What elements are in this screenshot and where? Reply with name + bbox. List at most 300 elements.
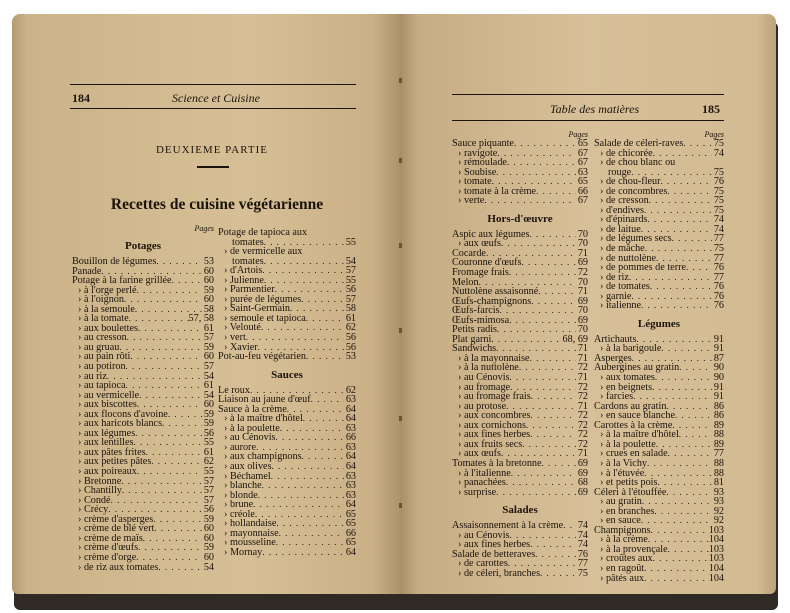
entry-page: 74 (577, 520, 588, 532)
entry-page: 63 (345, 470, 356, 482)
entry-title: › au cresson (78, 333, 127, 343)
dot-leader (530, 230, 576, 240)
entry-page: 70 (577, 276, 588, 288)
entry-title: › au protose (458, 402, 506, 412)
section-heading: Salades (502, 504, 538, 517)
entry-page: 64 (345, 451, 356, 463)
dot-leader (158, 563, 202, 573)
entry-page: 60 (203, 294, 214, 306)
entry-page: 69 (577, 486, 588, 498)
entry-title: › à la provençale (600, 545, 668, 555)
section-heading: Potages (124, 240, 162, 252)
entry-page: 54 (203, 389, 214, 401)
entry-title: › Condé (78, 496, 111, 506)
entry-page: 69 (577, 314, 588, 326)
entry-page: 89 (713, 438, 724, 450)
section-heading: Sauces (271, 368, 303, 381)
entry-page: 57 (203, 361, 214, 373)
entry-page: 75 (713, 243, 724, 255)
dot-leader (530, 354, 576, 364)
entry-title: Plat garni (452, 333, 492, 345)
entry-title: Céleri à l'étouffée (594, 486, 667, 498)
binding-stitch (399, 78, 402, 83)
dot-leader (647, 459, 712, 469)
entry-title: › au gruau (78, 343, 119, 353)
entry-page: 76 (713, 176, 724, 188)
entry-title: › aux petites pâtes (78, 457, 151, 467)
entry-title: › Saint-Germain (224, 304, 290, 314)
entry-title: › aux lentilles (78, 438, 133, 448)
entry-title: › aux cornichons (458, 421, 526, 431)
entry-title: › de vermicelle aux (224, 247, 302, 257)
toc-entry (72, 563, 214, 573)
dot-leader (162, 419, 202, 429)
entry-title: Asperges (594, 352, 632, 364)
entry-page: 91 (713, 343, 724, 355)
dot-leader (530, 430, 576, 440)
entry-title: › à la maître d'hôtel (600, 430, 679, 440)
dot-leader (302, 452, 344, 462)
dot-leader (522, 440, 576, 450)
dot-leader (650, 282, 712, 292)
entry-title: Potage de tapioca aux (218, 227, 308, 238)
entry-page: 61 (203, 446, 214, 458)
entry-page: 65 (577, 176, 588, 188)
entry-title: › aux légumes (78, 429, 135, 439)
entry-page: 75 (713, 204, 724, 216)
dot-leader (264, 276, 344, 286)
entry-title: › crème de blé vert (78, 524, 154, 534)
entry-page: 69 (577, 295, 588, 307)
dot-leader (644, 574, 709, 584)
entry-title: › au Cénovis (224, 433, 276, 443)
entry-title: › au fromage frais (458, 392, 531, 402)
entry-title: › blanche (224, 481, 262, 491)
binding-stitch (399, 243, 402, 248)
dot-leader (496, 168, 576, 178)
dot-leader (563, 521, 576, 531)
entry-title: Œufs-champignons (452, 295, 532, 307)
dot-leader (137, 467, 202, 477)
toc-entry (452, 569, 588, 579)
entry-page: 57 (203, 485, 214, 497)
entry-page: 77 (713, 448, 724, 460)
open-book (6, 8, 784, 608)
entry-page: 63 (345, 394, 356, 406)
dot-leader (531, 297, 576, 307)
entry-title: › Bretonne (78, 477, 121, 487)
entry-title: tomates (232, 255, 264, 267)
toc-entry (594, 574, 724, 584)
entry-page: 103 (708, 543, 724, 555)
entry-page: 55 (345, 236, 356, 248)
entry-title: › aux tomates (600, 373, 655, 383)
entry-page: 56 (345, 341, 356, 353)
entry-page: 77 (713, 271, 724, 283)
dot-leader (644, 206, 712, 216)
entry-title: Nuttolène assaisonné (452, 286, 539, 298)
main-title: Recettes de cuisine végétarienne (110, 196, 324, 213)
entry-title: Carottes à la crème (594, 419, 673, 431)
entry-title: Potage à la farine grillée (72, 275, 172, 287)
left-column-2 (218, 228, 356, 558)
entry-title: › Chantilly (78, 486, 122, 496)
dot-leader (262, 266, 344, 276)
toc-entry (594, 301, 724, 311)
entry-title: › à la poulette (224, 424, 280, 434)
entry-title: › de cresson (600, 196, 649, 206)
entry-page: 104 (708, 562, 724, 574)
entry-page: 59 (203, 408, 214, 420)
dot-leader (246, 333, 344, 343)
entry-page: 75 (713, 166, 724, 178)
dot-leader (542, 459, 576, 469)
dot-leader (509, 268, 576, 278)
entry-page: 72 (577, 419, 588, 431)
entry-title: › d'Artois (224, 266, 262, 276)
entry-page: 57 (345, 265, 356, 277)
entry-title: › de carottes (458, 559, 508, 569)
entry-title: › aux œufs (458, 449, 501, 459)
dot-leader (506, 478, 576, 488)
dot-leader (510, 373, 576, 383)
entry-title: › de pommes de terre (600, 263, 686, 273)
entry-title: › en ragoût (600, 564, 644, 574)
entry-title: › à la barigoule (600, 344, 661, 354)
entry-page: 92 (713, 515, 724, 527)
entry-title: › brune (224, 500, 253, 510)
right-header-rule-top (452, 94, 724, 95)
entry-page: 68 (577, 477, 588, 489)
dot-leader (526, 421, 576, 431)
entry-title: › crème d'orge (78, 553, 136, 563)
dot-leader (540, 569, 576, 579)
entry-page: 75 (713, 185, 724, 197)
dot-leader (172, 276, 202, 286)
entry-title: › aux fruits secs (458, 440, 522, 450)
pages-label: Pages (704, 130, 724, 139)
entry-page: 57 (345, 293, 356, 305)
entry-title: › garnie (600, 292, 631, 302)
entry-title: › aurore (224, 443, 256, 453)
part-divider (197, 166, 229, 168)
entry-page: 63 (577, 166, 588, 178)
entry-title: › et petits pois (600, 478, 657, 488)
dot-leader (491, 335, 562, 345)
entry-page: 59 (203, 341, 214, 353)
entry-title: › aux champignons (224, 452, 302, 462)
dot-leader (156, 257, 202, 267)
entry-page: 72 (577, 267, 588, 279)
entry-page: 77 (713, 252, 724, 264)
entry-page: 59 (203, 542, 214, 554)
entry-title: › panachées (458, 478, 506, 488)
entry-page: 104 (708, 572, 724, 584)
entry-page: 88 (713, 457, 724, 469)
entry-page: 57 (203, 494, 214, 506)
dot-leader (264, 257, 344, 267)
dot-leader (272, 462, 344, 472)
entry-title: tomates (232, 236, 264, 248)
entry-page: 76 (713, 290, 724, 302)
dot-leader (654, 507, 712, 517)
entry-page: 103 (708, 553, 724, 565)
dot-leader (500, 306, 576, 316)
entry-title: › à la maître d'hôtel (224, 414, 303, 424)
entry-title: › à la mayonnaise (458, 354, 530, 364)
left-header-rule-bottom (70, 108, 356, 109)
entry-page: 63 (345, 489, 356, 501)
entry-page: 71 (577, 352, 588, 364)
entry-title: › vert (224, 333, 246, 343)
entry-title: › aux fines herbes (458, 430, 530, 440)
entry-page: 63 (345, 480, 356, 492)
entry-title: › crème de maïs (78, 534, 143, 544)
entry-title: › au riz (78, 372, 107, 382)
entry-page: 86 (713, 400, 724, 412)
dot-leader (303, 414, 344, 424)
entry-title: › d'épinards (600, 215, 647, 225)
dot-leader (301, 295, 344, 305)
entry-title: › rémoulade (458, 158, 507, 168)
dot-leader (122, 486, 202, 496)
entry-title: Tomates à la bretonne (452, 457, 542, 469)
dot-leader (521, 258, 576, 268)
entry-page: 61 (203, 322, 214, 334)
section-heading: Hors-d'œuvre (487, 212, 553, 225)
entry-page: 55 (345, 274, 356, 286)
entry-page: 66 (345, 432, 356, 444)
entry-page: 64 (345, 413, 356, 425)
toc-entry (218, 352, 356, 362)
entry-title: › aux flocons d'avoine (78, 410, 168, 420)
dot-leader (686, 263, 712, 273)
dot-leader (280, 424, 344, 434)
entry-page: 63 (345, 422, 356, 434)
dot-leader (121, 477, 202, 487)
entry-page: 103 (708, 524, 724, 536)
right-column-1 (452, 130, 588, 578)
entry-page: 70 (577, 324, 588, 336)
entry-title: Bouillon de légumes (72, 256, 157, 267)
entry-title: Œufs-farcis (452, 305, 500, 317)
entry-title: › de nuttolène (600, 254, 656, 264)
entry-title: › à l'orge perlé (78, 286, 137, 296)
entry-page: 57 (203, 332, 214, 344)
entry-page: 62 (345, 384, 356, 396)
entry-title: Cardons au gratin (594, 400, 667, 412)
entry-page: 87 (713, 352, 724, 364)
entry-page: 76 (713, 300, 724, 312)
entry-title: Liaison au jaune d'œuf (218, 394, 311, 406)
entry-title: › Xavier (224, 343, 258, 353)
toc-entry (218, 548, 356, 558)
entry-page: 74 (713, 147, 724, 159)
entry-title: Salade de céleri-raves (594, 138, 684, 149)
part-title: DEUXIEME PARTIE (155, 144, 268, 156)
entry-page: 57, 58 (188, 313, 214, 325)
entry-title: › au Cénovis (458, 373, 510, 383)
entry-page: 60 (203, 275, 214, 287)
toc-entry (452, 488, 588, 498)
right-page (400, 14, 776, 594)
entry-page: 77 (577, 558, 588, 570)
entry-page: 91 (713, 333, 724, 345)
entry-page: 54 (203, 370, 214, 382)
entry-page: 62 (345, 322, 356, 334)
entry-page: 64 (345, 461, 356, 473)
dot-leader (484, 196, 576, 206)
dot-leader (496, 488, 576, 498)
entry-page: 69 (577, 467, 588, 479)
entry-page: 75 (713, 195, 724, 207)
entry-title: › en sauce blanche (600, 411, 675, 421)
dot-leader (507, 158, 576, 168)
entry-title: › aux concombres (458, 411, 530, 421)
entry-page: 63 (345, 441, 356, 453)
entry-page: 70 (577, 305, 588, 317)
entry-page: 56 (345, 284, 356, 296)
entry-title: › surprise (458, 488, 496, 498)
entry-page: 104 (708, 534, 724, 546)
dot-leader (137, 286, 202, 296)
binding-stitch (399, 328, 402, 333)
entry-title: › de riz (600, 273, 629, 283)
left-running-title: Science et Cuisine (172, 91, 260, 105)
dot-leader (151, 457, 202, 467)
entry-title: › de chou-fleur (600, 177, 661, 187)
entry-title: › tomate (458, 177, 492, 187)
entry-page: 59 (203, 418, 214, 430)
entry-page: 55 (203, 466, 214, 478)
entry-page: 92 (713, 505, 724, 517)
left-page (12, 14, 404, 594)
dot-leader (258, 491, 344, 501)
entry-title: › Crécy (78, 505, 108, 515)
dot-leader (631, 292, 712, 302)
entry-title: › au pain rôti (78, 352, 130, 362)
entry-page: 61 (203, 380, 214, 392)
entry-title: Assaisonnement à la crème (452, 520, 564, 532)
entry-title: › à l'italienne (458, 469, 511, 479)
entry-title: › tomate à la crème (458, 187, 536, 197)
entry-title: › de concombres (600, 187, 667, 197)
dot-leader (530, 411, 576, 421)
entry-page: 64 (345, 403, 356, 415)
dot-leader (675, 158, 712, 168)
dot-leader (514, 139, 576, 149)
entry-page: 53 (345, 351, 356, 363)
entry-title: Œufs-mimosa (452, 314, 510, 326)
entry-title: › Parmentier (224, 285, 275, 295)
entry-title: › de riz aux tomates (78, 563, 158, 573)
entry-title: › Soubise (458, 168, 496, 178)
dot-leader (130, 352, 202, 362)
dot-leader (276, 433, 344, 443)
entry-page: 56 (345, 332, 356, 344)
left-page-number: 184 (72, 91, 90, 105)
right-running-title: Table des matières (550, 102, 640, 116)
entry-title: › aux poireaux (78, 467, 137, 477)
dot-leader (276, 519, 344, 529)
dot-leader (139, 391, 202, 401)
entry-title: › blonde (224, 491, 258, 501)
entry-page: 54 (203, 561, 214, 573)
entry-page: 61 (345, 312, 356, 324)
entry-page: 67 (577, 147, 588, 159)
entry-title: Le roux (218, 384, 250, 396)
entry-page: 71 (577, 247, 588, 259)
entry-title: Melon (452, 276, 479, 288)
entry-title: › en branches (600, 507, 654, 517)
entry-title: › pâtés aux (600, 574, 644, 584)
entry-page: 93 (713, 496, 724, 508)
dot-leader (667, 187, 712, 197)
entry-page: 76 (713, 281, 724, 293)
section-heading: Légumes (637, 317, 681, 330)
entry-page: 75 (577, 567, 588, 579)
entry-title: › de laitue (600, 225, 641, 235)
entry-title: › créole (224, 510, 255, 520)
entry-page: 60 (203, 551, 214, 563)
dot-leader (135, 429, 202, 439)
entry-title: Panade (72, 265, 102, 277)
entry-title: Sauce piquante (452, 138, 514, 149)
entry-title: › au vermicelle (78, 391, 139, 401)
toc-entry (452, 196, 588, 206)
entry-page: 72 (577, 362, 588, 374)
entry-title: › au tapioca (78, 381, 126, 391)
dot-leader (538, 287, 576, 297)
entry-title: › à la Vichy (600, 459, 647, 469)
entry-page: 62 (203, 456, 214, 468)
dot-leader (672, 234, 712, 244)
entry-page: 58 (345, 303, 356, 315)
entry-title: › au Cénovis (458, 531, 510, 541)
binding-stitch (399, 416, 402, 421)
dot-leader (307, 228, 344, 238)
pages-label: Pages (194, 224, 214, 233)
dot-leader (661, 177, 712, 187)
dot-leader (535, 550, 576, 560)
entry-page: 65 (345, 537, 356, 549)
dot-leader (668, 449, 712, 459)
entry-page: 72 (577, 438, 588, 450)
entry-title: › à l'étuvée (600, 469, 644, 479)
entry-page: 67 (577, 195, 588, 207)
dot-leader (653, 554, 709, 564)
entry-page: 71 (577, 400, 588, 412)
entry-page: 90 (713, 362, 724, 374)
entry-page: 72 (577, 391, 588, 403)
dot-leader (530, 540, 576, 550)
left-column-1 (72, 224, 214, 572)
dot-leader (262, 481, 344, 491)
entry-page: 65 (577, 138, 588, 149)
dot-leader (509, 316, 576, 326)
dot-leader (501, 239, 576, 249)
dot-leader (306, 314, 344, 324)
entry-page: 71 (577, 372, 588, 384)
entry-title: Petits radis (452, 324, 497, 336)
entry-page: 53 (203, 256, 214, 267)
entry-title: › de mâche (600, 244, 645, 254)
entry-title: › aux fines herbes (458, 540, 530, 550)
dot-leader (153, 515, 202, 525)
dot-leader (138, 543, 202, 553)
dot-leader (127, 333, 202, 343)
dot-leader (124, 295, 202, 305)
